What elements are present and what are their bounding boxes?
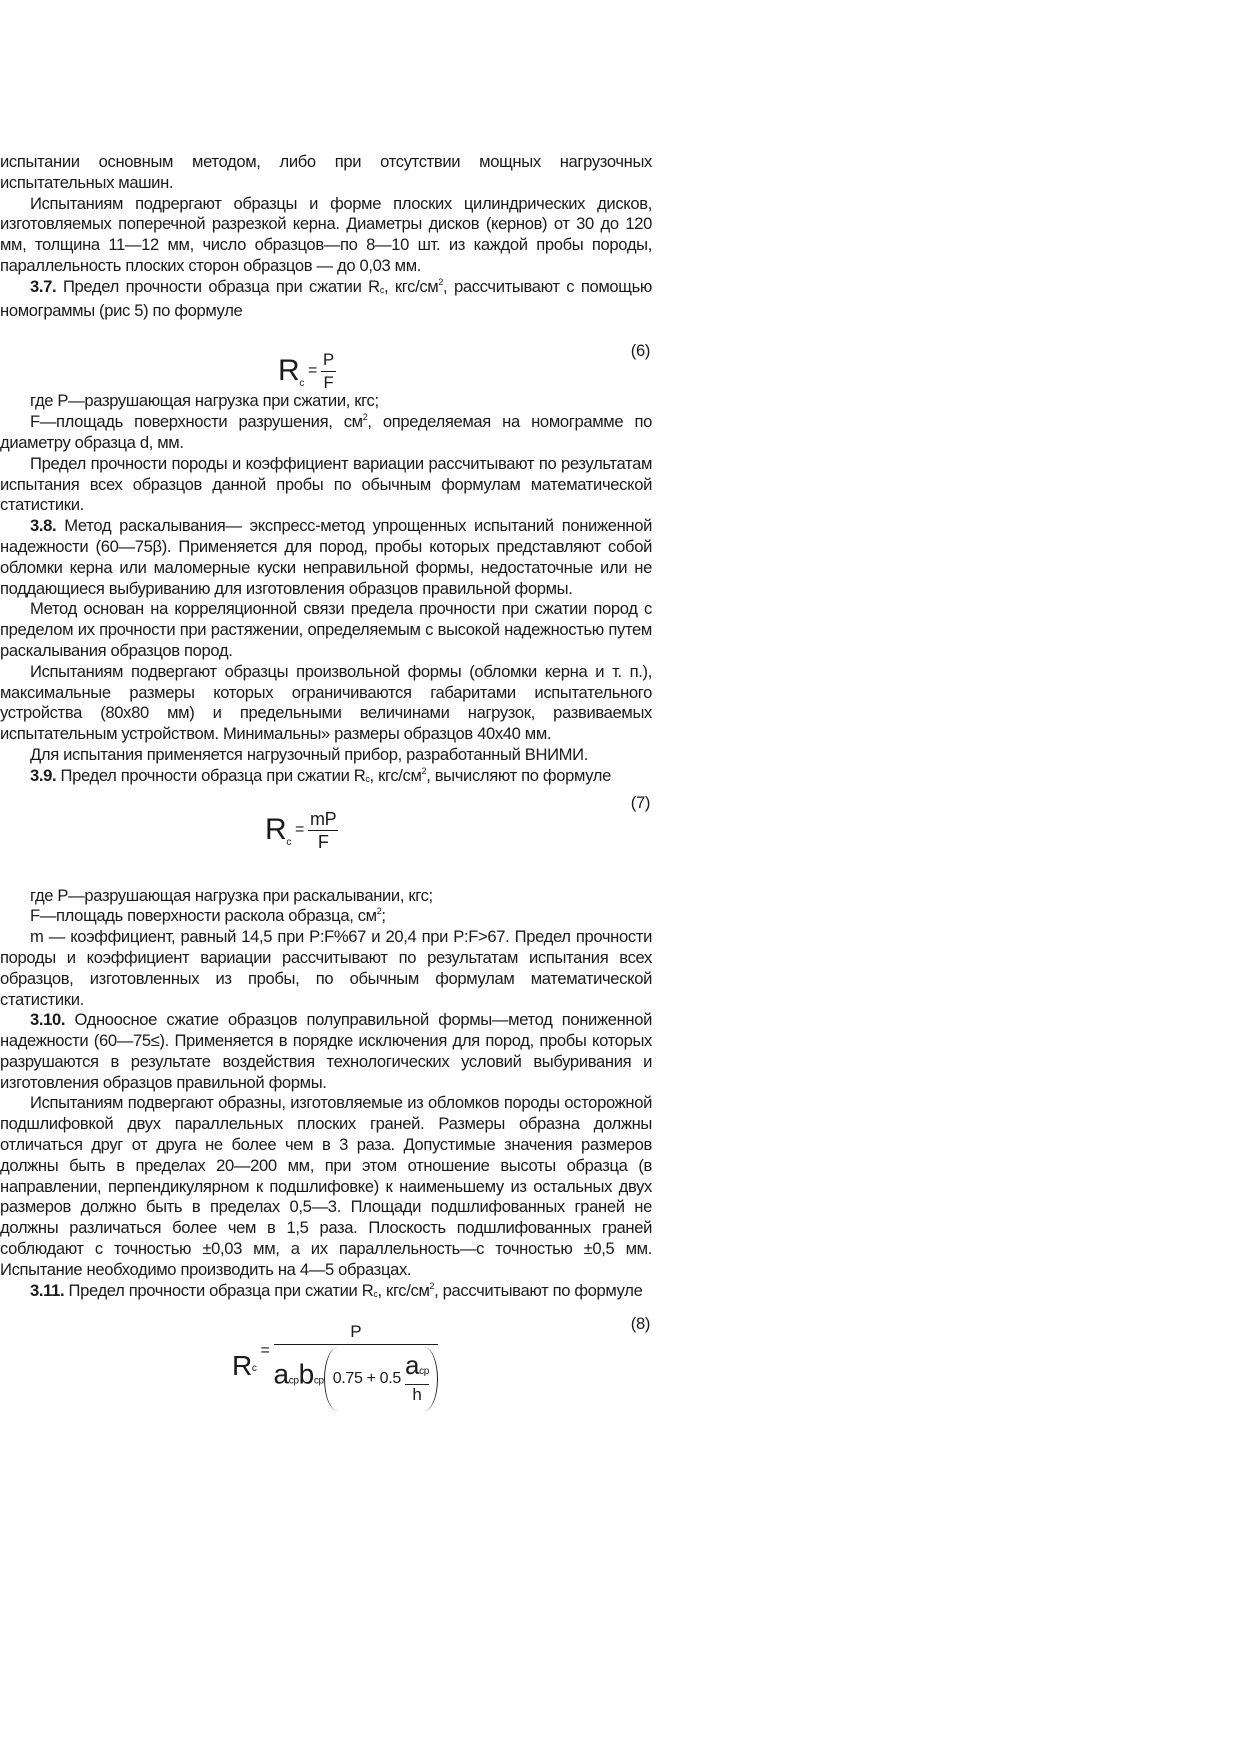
section-number: 3.7. <box>30 276 57 296</box>
text: Одноосное сжатие образцов полуправильной формы—метод пониженной надежности (60—75≤). Применяется в порядке исключения для пород, пробы которых разрушаются в результате воздействия технологических условий выбуривания и изготовления образцов правильной формы. <box>0 1010 652 1092</box>
formula <box>265 808 338 854</box>
section-3-10 <box>0 1010 652 1093</box>
subscript: с <box>373 1288 378 1299</box>
fraction <box>308 808 338 853</box>
text: ; <box>381 906 386 926</box>
superscript: 2 <box>438 276 444 287</box>
formula-lhs: R <box>278 354 300 388</box>
equals-sign: = <box>307 362 317 380</box>
fraction <box>321 349 336 394</box>
section-3-7 <box>0 277 652 322</box>
formula-subscript: c <box>299 378 304 390</box>
formula-subscript: c <box>251 1362 257 1374</box>
section-number: 3.11. <box>30 1280 65 1300</box>
equation-number: (8) <box>630 1314 650 1334</box>
parenthesized-term <box>324 1347 438 1411</box>
paragraph-disks: Испытаниям подрергают образцы и форме плоских цилиндрических дисков, изготовляемых поперечной разрезкой керна. Диаметры дисков (кернов) от 30 до 120 мм, толщина 11—12 мм, число образцов—по 8—10 шт. из каждой пробы породы, параллельность плоских сторон образцов — до 0,03 мм. <box>0 193 652 275</box>
section-number: 3.9. <box>30 765 57 785</box>
superscript: 2 <box>362 412 368 423</box>
variable-a: a <box>404 1350 420 1381</box>
equation-number: (7) <box>630 792 650 812</box>
paragraph-device: Для испытания применяется нагрузочный прибор, разработанный ВНИМИ. <box>30 744 588 764</box>
variable-h: h <box>412 1385 422 1405</box>
subscript: с <box>379 284 384 295</box>
denominator <box>274 1345 438 1411</box>
equation-6 <box>0 321 652 391</box>
section-3-9 <box>0 766 652 790</box>
text: , рассчитывают по формуле <box>434 1280 643 1300</box>
numerator: P <box>321 349 336 372</box>
superscript: 2 <box>376 906 382 917</box>
text: Предел прочности образца при сжатии R <box>56 765 366 785</box>
superscript: 2 <box>421 765 427 776</box>
definition-p: где Р—разрушающая нагрузка при сжатии, кгс; <box>30 391 379 411</box>
definition-f <box>0 412 652 454</box>
section-3-8 <box>0 516 652 599</box>
variable-a: a <box>273 1358 289 1390</box>
section-3-11 <box>0 1281 652 1305</box>
text: Предел прочности образца при сжатии R <box>56 276 380 296</box>
equals-sign: = <box>260 1341 270 1359</box>
definition-f <box>0 906 652 927</box>
paragraph-method: Метод основан на корреляционной связи предела прочности при сжатии пород с пределом их прочности при растяжении, определяемым с высокой надежностью путем раскалывания образцов пород. <box>0 599 652 660</box>
equation-number: (6) <box>630 341 650 361</box>
equation-8 <box>0 1304 652 1424</box>
denominator: F <box>317 831 329 852</box>
subscript: cp <box>419 1366 429 1378</box>
text: , рассчитывают с помощью номограммы (рис 5) по формуле <box>0 276 653 320</box>
subscript: с <box>365 773 370 784</box>
paragraph-variation: Предел прочности породы и коэффициент вариации рассчитывают по результатам испытания всех образцов данной пробы по обычным формулам математической статистики. <box>0 453 652 515</box>
numerator: P <box>274 1320 438 1345</box>
numerator: mP <box>309 808 337 829</box>
text: Метод раскалывания— экспресс-метод упрощенных испытаний пониженной надежности (60—75β). Применяется для пород, пробы которых представляют собой обломки керна или маломерные куски неправильной формы, недостаточные или не поддающиеся выбуриванию для изготовления образцов правильной формы. <box>0 516 652 598</box>
text: F—площадь поверхности раскола образца, см <box>30 906 377 926</box>
equals-sign: = <box>294 820 304 838</box>
text: , кгс/см <box>383 276 439 296</box>
formula-subscript: c <box>286 836 291 848</box>
paragraph-intro: испытании основным методом, либо при отсутствии мощных нагрузочных испытательных машин. <box>0 152 652 192</box>
subscript: cp <box>288 1375 299 1387</box>
formula-lhs: R <box>265 812 287 846</box>
formula <box>278 349 336 395</box>
paragraph-samples: Испытаниям подвергают образцы произвольной формы (обломки керна и т. п.), максимальные размеры которых ограничиваются габаритами испытательного устройства (80x80 мм) и предельными величинами нагрузок, развиваемых испытательным устройством. Минимальны» размеры образцов 40x40 мм. <box>0 661 652 744</box>
text: , вычисляют по формуле <box>426 765 611 785</box>
inner-fraction <box>404 1350 429 1405</box>
constant-term: 0.75 + 0.5 <box>332 1370 401 1388</box>
text: F—площадь поверхности разрушения, см <box>30 412 363 432</box>
formula <box>232 1320 438 1411</box>
variable-b: b <box>298 1358 314 1390</box>
definition-p: где Р—разрушающая нагрузка при раскалывании, кгс; <box>30 885 433 905</box>
denominator: F <box>323 373 334 393</box>
fraction <box>274 1320 438 1411</box>
formula-lhs: R <box>232 1349 252 1381</box>
paragraph-semi-regular: Испытаниям подвергают образны, изготовляемые из обломков породы осторожной подшлифовкой двух параллельных плоских граней. Размеры образна должны отличаться друг от друга не более чем в 3 раза. Допустимые значения размеров должны быть в пределах 20—200 мм, при этом отношение высоты образца (в направлении, перпендикулярном к подшлифовке) к наименьшему из остальных двух размеров должно быть в пределах 0,5—3. Площади подшлифованных граней не должны различаться более чем в 1,5 раза. Плоскость подшлифованных граней соблюдают с точностью ±0,03 мм, а их параллельность—с точностью ±0,5 мм. Испытание необходимо производить на 4—5 образцах. <box>0 1093 652 1279</box>
section-number: 3.8. <box>30 516 57 536</box>
subscript: cp <box>313 1375 324 1387</box>
text: , кгс/см <box>369 765 422 785</box>
text: , кгс/см <box>377 1280 430 1300</box>
definition-m: m — коэффициент, равный 14,5 при P:F%67 и 20,4 при P:F>67. Предел прочности породы и коэффициент вариации рассчитывают по результатам испытания всех образцов, изготовленных из пробы, по обычным формулам математической статистики. <box>0 927 652 1009</box>
section-number: 3.10. <box>30 1010 66 1030</box>
text: Предел прочности образца при сжатии R <box>64 1280 374 1300</box>
equation-7 <box>0 790 652 886</box>
text: , определяемая на номограмме по диаметру образца d, мм. <box>0 412 652 452</box>
document-page <box>0 152 652 1424</box>
superscript: 2 <box>429 1280 435 1291</box>
